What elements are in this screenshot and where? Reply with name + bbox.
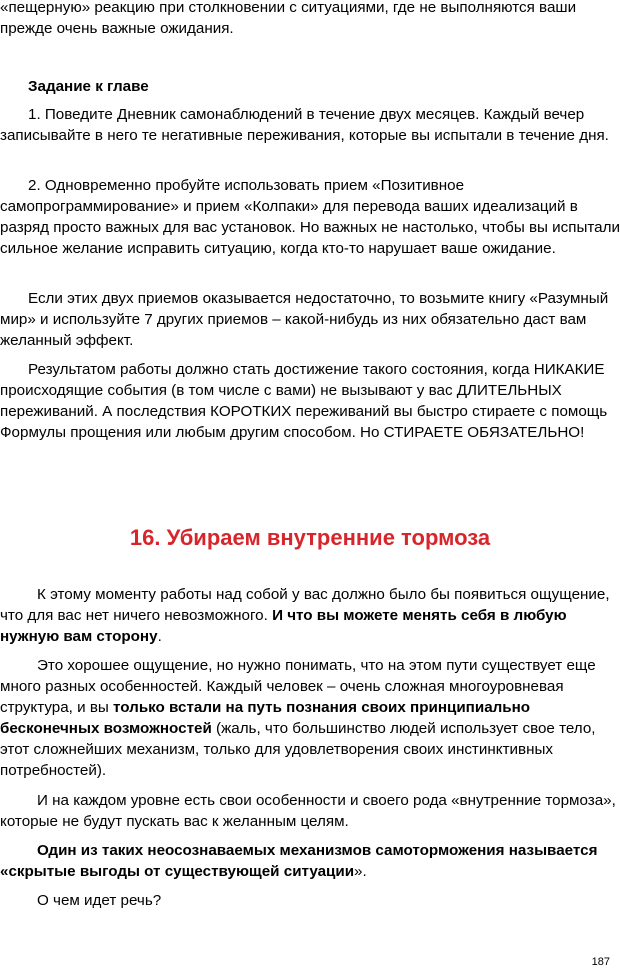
page-number: 187 [591,956,610,968]
task-item-2: 2. Одновременно пробуйте использовать прием «Позитивное самопрограммирование» и прием «Колпаки» для перевода ваших идеализаций в разряд просто важных для вас установок. Но важных не настолько, чтобы вы испытали сильное желание исправить ситуацию, когда кто-то нарушает ваше ожидание. [0,177,620,257]
task-item-1: 1. Поведите Дневник самонаблюдений в течение двух месяцев. Каждый вечер записывайте в него те негативные переживания, которые вы испытали в течение дня. [0,106,609,144]
chapter-p1-end: . [157,628,162,645]
chapter-paragraph-5: О чем идет речь? [37,892,162,909]
chapter-p2-text: Это хорошее ощущение, но нужно понимать, что на этом пути существует еще много разных особенностей. Каждый человек – очень сложная многоуровневая структура, и вы [0,657,596,716]
task-title: Задание к главе [28,78,149,95]
chapter-paragraph-2 [0,655,620,781]
task-paragraph-4: Результатом работы должно стать достижение такого состояния, когда НИКАКИЕ происходящие события (в том числе с вами) не вызывают у вас ДЛИТЕЛЬНЫХ переживаний. А последствия КОРОТКИХ переживаний вы быстро стираете с помощь Формулы прощения или любым другим способом. Но СТИРАЕТЕ ОБЯЗАТЕЛЬНО! [0,361,608,441]
chapter-heading: 16. Убираем внутренние тормоза [129,525,491,550]
chapter-p1-emphasis: И что вы можете менять себя в любую нужную вам сторону [0,607,567,645]
task-paragraph-3: Если этих двух приемов оказывается недостаточно, то возьмите книгу «Разумный мир» и используйте 7 других приемов – какой-нибудь из них обязательно даст вам желанный эффект. [0,290,609,349]
chapter-p2-end: (жаль, что большинство людей использует свое тело, этот сложнейших механизм, только для удовлетворения своих инстинктивных потребностей). [0,720,596,779]
chapter-paragraph-3: И на каждом уровне есть свои особенности и своего рода «внутренние тормоза», которые не будут пускать вас к желанным целям. [0,792,616,830]
chapter-p4-emphasis: Один из таких неосознаваемых механизмов самоторможения называется «скрытые выгоды от существующей ситуации [0,842,598,880]
chapter-paragraph-4 [0,840,620,882]
chapter-paragraph-1 [0,584,620,647]
chapter-p4-end: ». [354,863,367,880]
chapter-p1-text: К этому моменту работы над собой у вас должно было бы появиться ощущение, что для вас нет ничего невозможного. [0,586,610,624]
intro-tail-paragraph: «пещерную» реакцию при столкновении с ситуациями, где не выполняются ваши прежде очень важные ожидания. [0,0,577,37]
chapter-p2-emphasis: только встали на путь познания своих принципиально бесконечных возможностей [0,699,531,737]
